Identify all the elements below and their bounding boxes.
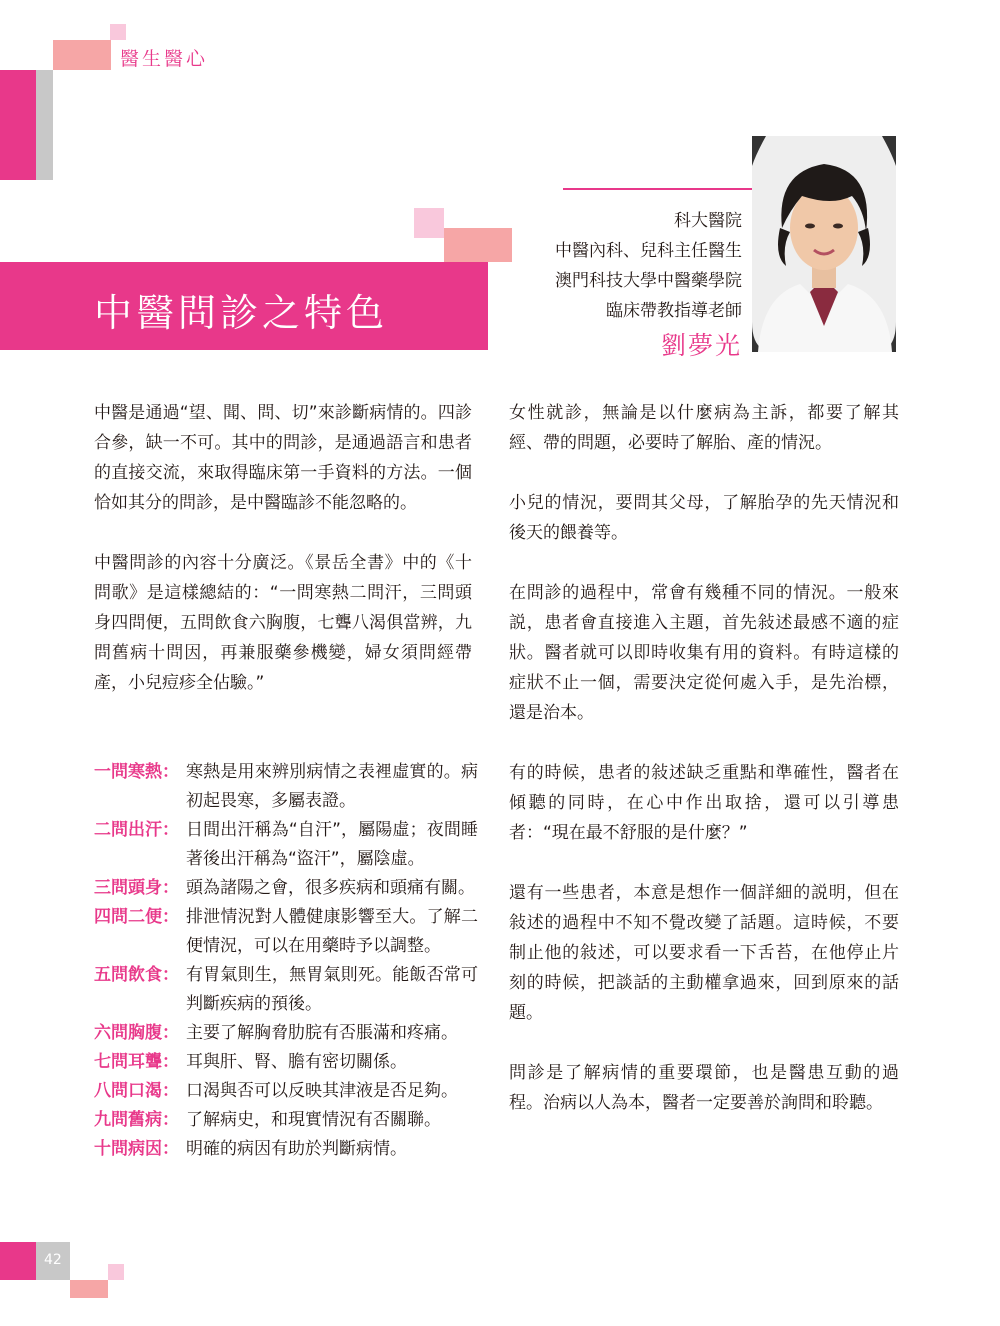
paragraph: 還有一些患者，本意是想作一個詳細的説明，但在敍述的過程中不知不覺改變了話題。這時候，不要制止他的敍述，可以要求看一下舌苔，在他停止片刻的時候，把談話的主動權拿過來，回到原來的話題。 [509,883,899,1023]
question-item [94,1019,478,1048]
ten-questions-list [94,758,478,1164]
author-credentials [555,206,742,326]
left-column [94,398,472,698]
deco-block-salmon-title [444,228,512,262]
question-item [94,961,478,1019]
paragraph: 中醫問診的內容十分廣泛。《景岳全書》中的《十問歌》是這樣總結的：“一問寒熱二問汗，三問頭身四問便，五問飲食六胸腹，七聾八渴俱當辨，九問舊病十問因，再兼服藥參機變，婦女須問經帶產，小兒痘疹全佔驗。” [94,553,472,693]
question-text: 有胃氣則生，無胃氣則死。能飯否常可判斷疾病的預後。 [186,965,478,1014]
deco-block-magenta-vertical [0,70,36,180]
question-key: 二問出汗： [94,820,179,840]
author-photo [752,136,896,352]
question-key: 五問飲食： [94,965,179,985]
paragraph: 中醫是通過“望、聞、問、切”來診斷病情的。四診合參，缺一不可。其中的問診，是通過語言和患者的直接交流，來取得臨床第一手資料的方法。一個恰如其分的問診，是中醫臨診不能忽略的。 [94,403,472,513]
paragraph: 小兒的情況，要問其父母，了解胎孕的先天情況和後天的餵養等。 [509,493,899,543]
question-item [94,1048,478,1077]
question-key: 六問胸腹： [94,1023,179,1043]
question-item [94,1106,478,1135]
question-text: 耳與肝、腎、膽有密切關係。 [186,1052,407,1072]
question-text: 排泄情況對人體健康影響至大。了解二便情況，可以在用藥時予以調整。 [186,907,478,956]
section-label: 醫生醫心 [120,48,209,70]
author-line: 澳門科技大學中醫藥學院 [555,271,742,291]
deco-block-magenta-footer [0,1242,36,1280]
paragraph: 有的時候，患者的敍述缺乏重點和準確性，醫者在傾聽的同時，在心中作出取捨，還可以引導患者：“現在最不舒服的是什麼？” [509,763,899,843]
question-key: 十問病因： [94,1139,179,1159]
question-key: 四問二便： [94,907,179,927]
question-item [94,903,478,961]
author-line: 中醫內科、兒科主任醫生 [555,241,742,261]
question-text: 口渴與否可以反映其津液是否足夠。 [186,1081,458,1101]
question-item [94,1135,478,1164]
question-text: 明確的病因有助於判斷病情。 [186,1139,407,1159]
page-number: 42 [44,1252,62,1268]
author-line: 臨床帶教指導老師 [606,301,742,321]
author-rule [563,188,753,190]
question-key: 九問舊病： [94,1110,179,1130]
question-item [94,816,478,874]
deco-block-pink-title [414,208,444,238]
question-text: 日間出汗稱為“自汗”，屬陽虛；夜間睡著後出汗稱為“盜汗”，屬陰虛。 [186,820,478,869]
paragraph: 女性就診，無論是以什麼病為主訴，都要了解其經、帶的問題，必要時了解胎、產的情況。 [509,403,899,453]
right-column [509,398,899,1118]
question-item [94,758,478,816]
deco-block-salmon [53,40,111,70]
deco-block-pink-small [110,24,126,40]
question-key: 七問耳聾： [94,1052,179,1072]
page-title: 中醫問診之特色 [94,291,389,335]
question-key: 八問口渴： [94,1081,179,1101]
question-item [94,874,478,903]
paragraph: 問診是了解病情的重要環節，也是醫患互動的過程。治病以人為本，醫者一定要善於詢問和聆聽。 [509,1063,899,1113]
question-key: 三問頭身： [94,878,179,898]
question-item [94,1077,478,1106]
deco-block-gray-vertical [36,70,53,180]
author-name: 劉夢光 [660,331,742,360]
question-text: 主要了解胸脅肋脘有否脹滿和疼痛。 [186,1023,458,1043]
question-text: 頭為諸陽之會，很多疾病和頭痛有關。 [186,878,475,898]
deco-block-salmon-footer [70,1280,108,1298]
question-text: 寒熱是用來辨別病情之表裡虛實的。病初起畏寒，多屬表證。 [186,762,478,811]
deco-block-pink-footer [108,1264,124,1280]
question-key: 一問寒熱： [94,762,179,782]
paragraph: 在問診的過程中，常會有幾種不同的情況。一般來説，患者會直接進入主題，首先敍述最感不適的症狀。醫者就可以即時收集有用的資料。有時這樣的症狀不止一個，需要決定從何處入手，是先治標，還是治本。 [509,583,899,723]
author-line: 科大醫院 [674,211,742,231]
question-text: 了解病史，和現實情況有否關聯。 [186,1110,441,1130]
